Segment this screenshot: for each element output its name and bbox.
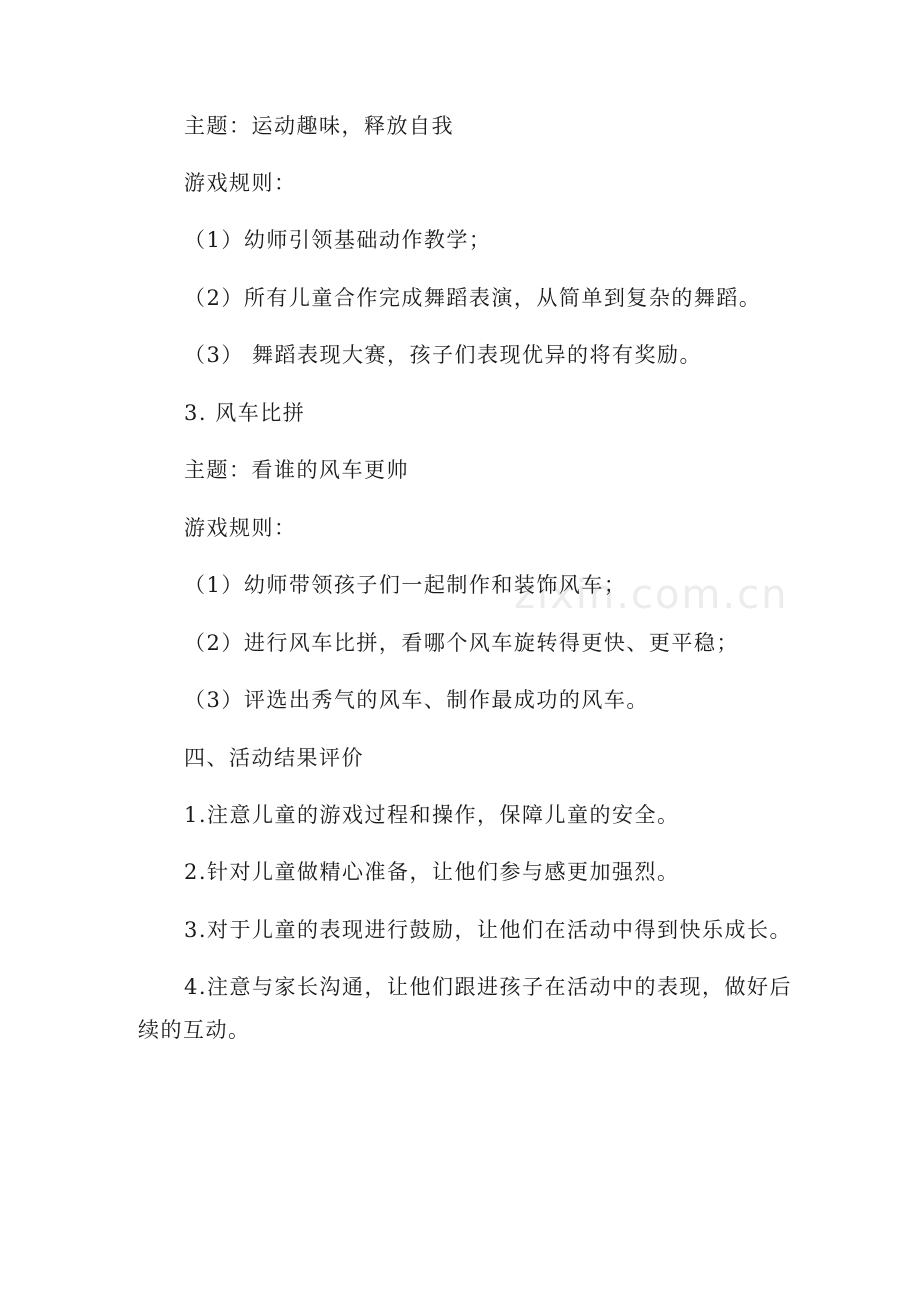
rule-item-1-1: （1）幼师引领基础动作教学； <box>184 228 492 252</box>
watermark: zixin.com.cn <box>514 572 789 618</box>
evaluation-item-3: 3.对于儿童的表现进行鼓励，让他们在活动中得到快乐成长。 <box>184 918 793 942</box>
evaluation-item-4: 4.注意与家长沟通，让他们跟进孩子在活动中的表现，做好后 <box>184 975 793 999</box>
evaluation-item-4-continued: 续的互动。 <box>138 1018 251 1042</box>
rule-item-2-2: （2）进行风车比拼，看哪个风车旋转得更快、更平稳； <box>184 631 739 655</box>
rules-heading-1: 游戏规则： <box>184 171 297 195</box>
theme-line-2: 主题：看谁的风车更帅 <box>184 458 409 482</box>
rule-item-2-1: （1）幼师带领孩子们一起制作和装饰风车； <box>184 573 627 597</box>
evaluation-item-2: 2.针对儿童做精心准备，让他们参与感更加强烈。 <box>184 860 680 884</box>
theme-line-1: 主题：运动趣味，释放自我 <box>184 114 454 138</box>
section-heading-evaluation: 四、活动结果评价 <box>184 746 364 770</box>
rules-heading-2: 游戏规则： <box>184 516 297 540</box>
section-heading-windmill: 3. 风车比拼 <box>184 401 306 425</box>
rule-item-2-3: （3）评选出秀气的风车、制作最成功的风车。 <box>184 688 649 712</box>
rule-item-1-2: （2）所有儿童合作完成舞蹈表演，从简单到复杂的舞蹈。 <box>184 286 762 310</box>
evaluation-item-1: 1.注意儿童的游戏过程和操作，保障儿童的安全。 <box>184 803 680 827</box>
rule-item-1-3: （3） 舞蹈表现大赛，孩子们表现优异的将有奖励。 <box>184 343 703 367</box>
